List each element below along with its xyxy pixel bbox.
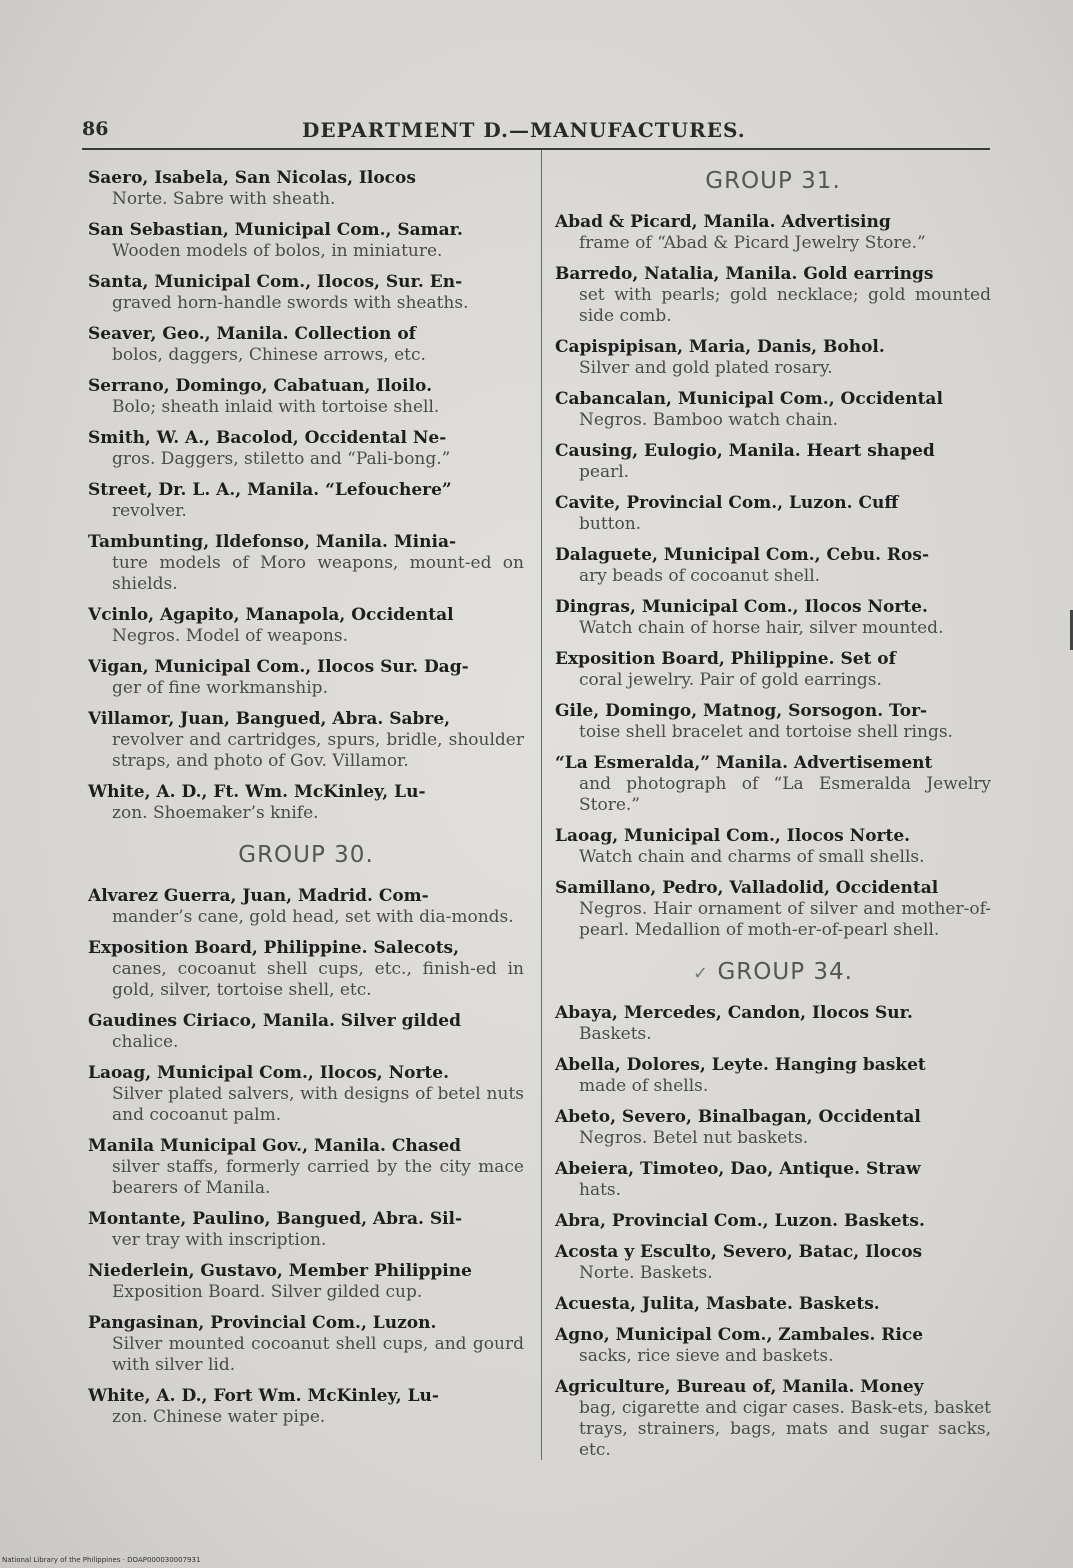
entry-name: Causing, Eulogio, Manila. Heart shaped bbox=[555, 441, 935, 461]
entry-description: Bolo; sheath inlaid with tortoise shell. bbox=[112, 397, 440, 417]
entry-name: Abella, Dolores, Leyte. Hanging basket bbox=[555, 1055, 926, 1075]
entry-name: Barredo, Natalia, Manila. Gold earrings bbox=[555, 264, 934, 284]
page-number: 86 bbox=[82, 118, 109, 140]
entry-description: Watch chain of horse hair, silver mounted. bbox=[579, 618, 944, 638]
list-item bbox=[88, 324, 524, 366]
entry-description: Negros. Betel nut baskets. bbox=[579, 1128, 809, 1148]
entry-name: Alvarez Guerra, Juan, Madrid. Com- bbox=[88, 886, 429, 906]
entry-name: Street, Dr. L. A., Manila. “Lefouchere” bbox=[88, 480, 452, 500]
entry-description: Wooden models of bolos, in miniature. bbox=[112, 241, 443, 261]
list-item bbox=[555, 1242, 991, 1284]
entry-description: revolver. bbox=[112, 501, 187, 521]
list-item bbox=[88, 1313, 524, 1376]
entry-description: mander’s cane, gold head, set with dia-monds. bbox=[112, 907, 514, 927]
entry-name: Dingras, Municipal Com., Ilocos Norte. bbox=[555, 597, 928, 617]
list-item bbox=[555, 1377, 991, 1461]
entry-name: Acuesta, Julita, Masbate. Baskets. bbox=[555, 1294, 880, 1314]
entry-description: zon. Chinese water pipe. bbox=[112, 1407, 326, 1427]
entry-name: Dalaguete, Municipal Com., Cebu. Ros- bbox=[555, 545, 930, 565]
entry-name: Exposition Board, Philippine. Set of bbox=[555, 649, 896, 669]
entry-description: Negros. Model of weapons. bbox=[112, 626, 349, 646]
list-item bbox=[555, 1159, 991, 1201]
left-entries-b bbox=[88, 886, 524, 1428]
list-item bbox=[88, 532, 524, 595]
list-item bbox=[88, 709, 524, 772]
entry-name: White, A. D., Ft. Wm. McKinley, Lu- bbox=[88, 782, 426, 802]
list-item bbox=[555, 1325, 991, 1367]
entry-description: sacks, rice sieve and baskets. bbox=[579, 1346, 834, 1366]
entry-name: Abad & Picard, Manila. Advertising bbox=[555, 212, 891, 232]
right-column bbox=[555, 168, 991, 1471]
list-item bbox=[555, 1003, 991, 1045]
entry-name: Smith, W. A., Bacolod, Occidental Ne- bbox=[88, 428, 447, 448]
entry-name: Villamor, Juan, Bangued, Abra. Sabre, bbox=[88, 709, 451, 729]
entry-name: Vigan, Municipal Com., Ilocos Sur. Dag- bbox=[88, 657, 469, 677]
list-item bbox=[555, 545, 991, 587]
list-item bbox=[88, 605, 524, 647]
list-item bbox=[88, 480, 524, 522]
entry-name: Serrano, Domingo, Cabatuan, Iloilo. bbox=[88, 376, 433, 396]
entry-description: Silver and gold plated rosary. bbox=[579, 358, 833, 378]
entry-description: Negros. Bamboo watch chain. bbox=[579, 410, 839, 430]
entry-description: Baskets. bbox=[579, 1024, 652, 1044]
entry-name: Cavite, Provincial Com., Luzon. Cuff bbox=[555, 493, 899, 513]
check-mark-icon: ✓ bbox=[693, 963, 710, 984]
left-column bbox=[88, 168, 524, 1438]
list-item bbox=[555, 493, 991, 535]
list-item bbox=[88, 1011, 524, 1053]
entry-description: Norte. Sabre with sheath. bbox=[112, 189, 336, 209]
list-item bbox=[88, 168, 524, 210]
list-item bbox=[555, 264, 991, 327]
entry-name: Acosta y Esculto, Severo, Batac, Ilocos bbox=[555, 1242, 923, 1262]
list-item bbox=[88, 1386, 524, 1428]
entry-name: Saero, Isabela, San Nicolas, Ilocos bbox=[88, 168, 416, 188]
page-header bbox=[82, 114, 990, 150]
entry-description: canes, cocoanut shell cups, etc., finish-ed in gold, silver, tortoise shell, etc. bbox=[112, 959, 524, 1000]
list-item bbox=[555, 337, 991, 379]
entry-name: Santa, Municipal Com., Ilocos, Sur. En- bbox=[88, 272, 463, 292]
entry-name: Pangasinan, Provincial Com., Luzon. bbox=[88, 1313, 437, 1333]
list-item bbox=[555, 878, 991, 941]
entry-description: frame of “Abad & Picard Jewelry Store.” bbox=[579, 233, 926, 253]
entry-name: Agno, Municipal Com., Zambales. Rice bbox=[555, 1325, 924, 1345]
group-heading-30: GROUP 30. bbox=[238, 842, 374, 868]
list-item bbox=[555, 1294, 991, 1315]
entry-description: Silver mounted cocoanut shell cups, and gourd with silver lid. bbox=[112, 1334, 524, 1375]
list-item bbox=[555, 389, 991, 431]
entry-description: bolos, daggers, Chinese arrows, etc. bbox=[112, 345, 426, 365]
group-heading-34-label: GROUP 34. bbox=[717, 959, 853, 985]
list-item bbox=[88, 1209, 524, 1251]
entry-description: Silver plated salvers, with designs of betel nuts and cocoanut palm. bbox=[112, 1084, 524, 1125]
entry-name: Montante, Paulino, Bangued, Abra. Sil- bbox=[88, 1209, 463, 1229]
entry-description: made of shells. bbox=[579, 1076, 709, 1096]
entry-name: Abaya, Mercedes, Candon, Ilocos Sur. bbox=[555, 1003, 913, 1023]
list-item bbox=[88, 1261, 524, 1303]
entry-description: Watch chain and charms of small shells. bbox=[579, 847, 925, 867]
right-entries-a bbox=[555, 212, 991, 941]
entry-description: hats. bbox=[579, 1180, 622, 1200]
list-item bbox=[555, 753, 991, 816]
entry-name: Laoag, Municipal Com., Ilocos, Norte. bbox=[88, 1063, 450, 1083]
list-item bbox=[88, 272, 524, 314]
list-item bbox=[555, 212, 991, 254]
entry-description: pearl. bbox=[579, 462, 630, 482]
entry-description: bag, cigarette and cigar cases. Bask-ets, basket trays, strainers, bags, mats and sugar sacks, etc. bbox=[579, 1398, 991, 1460]
running-head: DEPARTMENT D.—MANUFACTURES. bbox=[302, 118, 746, 142]
entry-description: Exposition Board. Silver gilded cup. bbox=[112, 1282, 423, 1302]
list-item bbox=[88, 938, 524, 1001]
entry-name: Capispipisan, Maria, Danis, Bohol. bbox=[555, 337, 885, 357]
list-item bbox=[88, 220, 524, 262]
list-item bbox=[88, 657, 524, 699]
entry-name: Abra, Provincial Com., Luzon. Baskets. bbox=[555, 1211, 925, 1231]
entry-description: toise shell bracelet and tortoise shell rings. bbox=[579, 722, 953, 742]
list-item bbox=[555, 1107, 991, 1149]
entry-description: silver staffs, formerly carried by the city mace bearers of Manila. bbox=[112, 1157, 524, 1198]
entry-name: Tambunting, Ildefonso, Manila. Minia- bbox=[88, 532, 457, 552]
entry-name: Agriculture, Bureau of, Manila. Money bbox=[555, 1377, 924, 1397]
entry-description: gros. Daggers, stiletto and “Pali-bong.” bbox=[112, 449, 451, 469]
entry-name: Seaver, Geo., Manila. Collection of bbox=[88, 324, 416, 344]
entry-name: San Sebastian, Municipal Com., Samar. bbox=[88, 220, 463, 240]
entry-name: Gaudines Ciriaco, Manila. Silver gilded bbox=[88, 1011, 461, 1031]
list-item bbox=[555, 826, 991, 868]
entry-name: Exposition Board, Philippine. Salecots, bbox=[88, 938, 460, 958]
entry-description: ary beads of cocoanut shell. bbox=[579, 566, 821, 586]
entry-name: Vcinlo, Agapito, Manapola, Occidental bbox=[88, 605, 454, 625]
list-item bbox=[555, 1055, 991, 1097]
entry-name: Samillano, Pedro, Valladolid, Occidental bbox=[555, 878, 939, 898]
right-entries-b bbox=[555, 1003, 991, 1461]
entry-name: White, A. D., Fort Wm. McKinley, Lu- bbox=[88, 1386, 439, 1406]
entry-name: Abeiera, Timoteo, Dao, Antique. Straw bbox=[555, 1159, 921, 1179]
entry-description: ger of fine workmanship. bbox=[112, 678, 328, 698]
entry-description: ver tray with inscription. bbox=[112, 1230, 327, 1250]
list-item bbox=[555, 597, 991, 639]
entry-description: Norte. Baskets. bbox=[579, 1263, 713, 1283]
entry-name: Manila Municipal Gov., Manila. Chased bbox=[88, 1136, 462, 1156]
entry-description: revolver and cartridges, spurs, bridle, shoulder straps, and photo of Gov. Villamor. bbox=[112, 730, 524, 771]
entry-name: Laoag, Municipal Com., Ilocos Norte. bbox=[555, 826, 911, 846]
list-item bbox=[88, 376, 524, 418]
list-item bbox=[88, 1063, 524, 1126]
entry-description: chalice. bbox=[112, 1032, 179, 1052]
list-item bbox=[88, 782, 524, 824]
group-heading-31: GROUP 31. bbox=[705, 168, 841, 194]
footer-note: National Library of the Philippines · DOAP000030007931 bbox=[2, 1556, 201, 1564]
group-heading-34 bbox=[555, 959, 991, 985]
entry-description: zon. Shoemaker’s knife. bbox=[112, 803, 319, 823]
list-item bbox=[88, 886, 524, 928]
entry-name: “La Esmeralda,” Manila. Advertisement bbox=[555, 753, 933, 773]
entry-description: Negros. Hair ornament of silver and mother-of-pearl. Medallion of moth-er-of-pearl shell. bbox=[579, 899, 991, 940]
list-item bbox=[555, 441, 991, 483]
column-divider bbox=[541, 150, 542, 1460]
entry-name: Cabancalan, Municipal Com., Occidental bbox=[555, 389, 943, 409]
entry-description: ture models of Moro weapons, mount-ed on shields. bbox=[112, 553, 524, 594]
list-item bbox=[555, 649, 991, 691]
list-item bbox=[555, 701, 991, 743]
left-entries-a bbox=[88, 168, 524, 824]
list-item bbox=[88, 428, 524, 470]
entry-name: Niederlein, Gustavo, Member Philippine bbox=[88, 1261, 472, 1281]
entry-description: set with pearls; gold necklace; gold mounted side comb. bbox=[579, 285, 991, 326]
list-item bbox=[555, 1211, 991, 1232]
list-item bbox=[88, 1136, 524, 1199]
entry-description: coral jewelry. Pair of gold earrings. bbox=[579, 670, 882, 690]
entry-description: and photograph of “La Esmeralda Jewelry Store.” bbox=[579, 774, 991, 815]
entry-name: Gile, Domingo, Matnog, Sorsogon. Tor- bbox=[555, 701, 928, 721]
entry-name: Abeto, Severo, Binalbagan, Occidental bbox=[555, 1107, 921, 1127]
entry-description: button. bbox=[579, 514, 642, 534]
entry-description: graved horn-handle swords with sheaths. bbox=[112, 293, 469, 313]
